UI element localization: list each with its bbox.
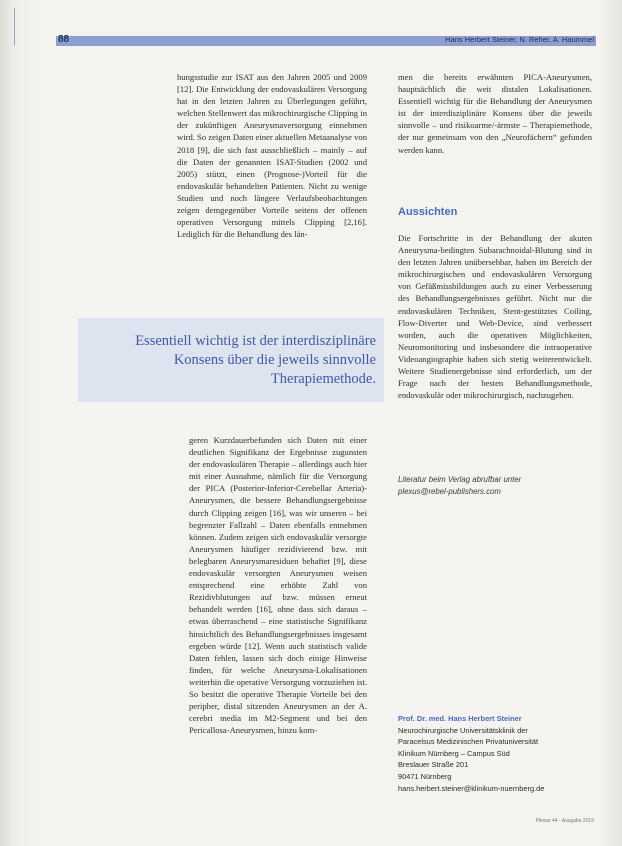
running-head: Hans Herbert Steiner, N. Reher, A. Haummel <box>445 35 594 44</box>
paragraph: hungsstudie zur ISAT aus den Jahren 2005 und 2009 [12]. Die Entwicklung der endovaskulären Versorgung hat in den letzten Jahren zu Überlegungen geführt, welchen Stellenwert das mikrochirurgische Clipping in der zukünftigen Aneurysmaversorgung einnehmen wird. So zeigen Daten einer aktuellen Metaanalyse von 2018 [9], die sich fast ausschließlich – mainly – auf die Daten der genannten ISAT-Studien (2002 und 2005) stützt, einen (Prognose-)Vorteil für die endovaskulär behandelten Patienten. Nicht zu wenige Studien und noch längere Verlaufsbeobachtungen zeigen demgegenüber Vorteile seitens der offenen operativen Versorgung mittels Clipping [2,16]. Lediglich für die Behandlung des län- <box>177 72 367 240</box>
column-1-bottom-text <box>189 434 367 736</box>
paragraph: geren Kurzdauerbefunden sich Daten mit einer deutlichen Signifikanz der Ergebnisse zugunsten der endovaskulären Therapie – allerdings auch hier mit einer Ausnahme, nämlich für die Versorgung der PICA (Posterior-Inferior-Cerebellar Arteria)-Aneurysmen, die bessere Behandlungsergebnisse durch Clipping zeigen [16], was wir unseren – bei begrenzter Fallzahl – Daten ebenfalls entnehmen können. Zudem zeigen sich endovaskulär versorgte Aneurysmen häufiger rezidivierend bzw. mit belegbaren Aneurysmaresiduen behaftet [9], diese endovaskulär versorgten Aneurysmen weisen entsprechend eine erhöhte Zahl von Rezidivblutungen auf bzw. müssen erneut behandelt werden [16], ohne dass sich daraus – etwas überraschend – eine statistische Signifikanz hinsichtlich des Behandlungsergebnisses insgesamt ergeben würde [12]. Wenn auch statistisch valide Daten fehlen, lassen sich doch einige Hinweise finden, für welche Aneurysma-Lokalisationen weiterhin die operative Versorgung vorzuziehen ist. So besitzt die operative Therapie Vorteile bei den peripher, distal sitzenden Aneurysmen an der A. cerebri media im M2-Segment und bei den Pericallosa-Aneurysmen, hinzu kom- <box>189 435 367 736</box>
margin-rule <box>14 8 15 46</box>
column-2-top-text <box>398 71 592 156</box>
paragraph: men die bereits erwähnten PICA-Aneurysmen, hauptsächlich die weit distalen Lokalisationen. Essentiell wichtig für die Behandlung der Aneurysmen ist der interdisziplinäre Konsens über die jeweils sinnvolle – und risikoarme/-ärmste – Therapiemethode, der nur gemeinsam von den „Neurofächern“ gefunden werden kann. <box>398 72 592 155</box>
page-number: 88 <box>58 34 70 45</box>
paragraph: Die Fortschritte in der Behandlung der akuten Aneurysma-bedingten Subarachnoidal-Blutung sind in den letzten Jahren unübersehbar, haben im Bereich der mikrochirurgischen und endovaskulären Versorgung von Gefäßmissbildungen auch zu einer Verbesserung des Behandlungsergebnisses geführt. Nicht nur die endovaskulären Techniken, Stent-gestütztes Coiling, Flow-Diverter und Web-Device, sind verbessert worden, auch die operativen Möglichkeiten, Neuromonitoring und insbesondere die intraoperative Videoangiographie haben sich stetig weiterentwickelt. Weitere Studienergebnisse sind erforderlich, um der Frage nach der besten Behandlungsmethode, endovaskulär oder mikrochirurgisch, nachzugehen. <box>398 233 592 401</box>
author-block <box>398 713 598 794</box>
pull-quote: Essentiell wichtig ist der interdisziplinäre Konsens über die jeweils sinnvolle Therapiemethode. <box>135 333 376 387</box>
author-name: Prof. Dr. med. Hans Herbert Steiner <box>398 714 522 723</box>
author-address: Klinikum Nürnberg – Campus Süd <box>398 748 510 758</box>
literature-note <box>398 474 592 498</box>
author-address: Breslauer Straße 201 <box>398 760 469 770</box>
author-affiliation: Neurochirurgische Universitätsklinik der <box>398 725 528 735</box>
section-heading: Aussichten <box>398 206 458 218</box>
literature-line: Literatur beim Verlag abrufbar unter <box>398 475 522 484</box>
literature-email: plexus@rebel-publishers.com <box>398 487 501 496</box>
author-affiliation: Paracelsus Medizinischen Privatuniversität <box>398 737 539 747</box>
column-1-top-text <box>177 71 367 240</box>
column-2-bottom-text <box>398 232 592 401</box>
author-address: 90471 Nürnberg <box>398 771 452 781</box>
author-email: hans.herbert.steiner@klinikum-nuernberg.de <box>398 783 545 793</box>
footer-text: Plexus 44 · Ausgabe 2019 <box>535 818 594 824</box>
